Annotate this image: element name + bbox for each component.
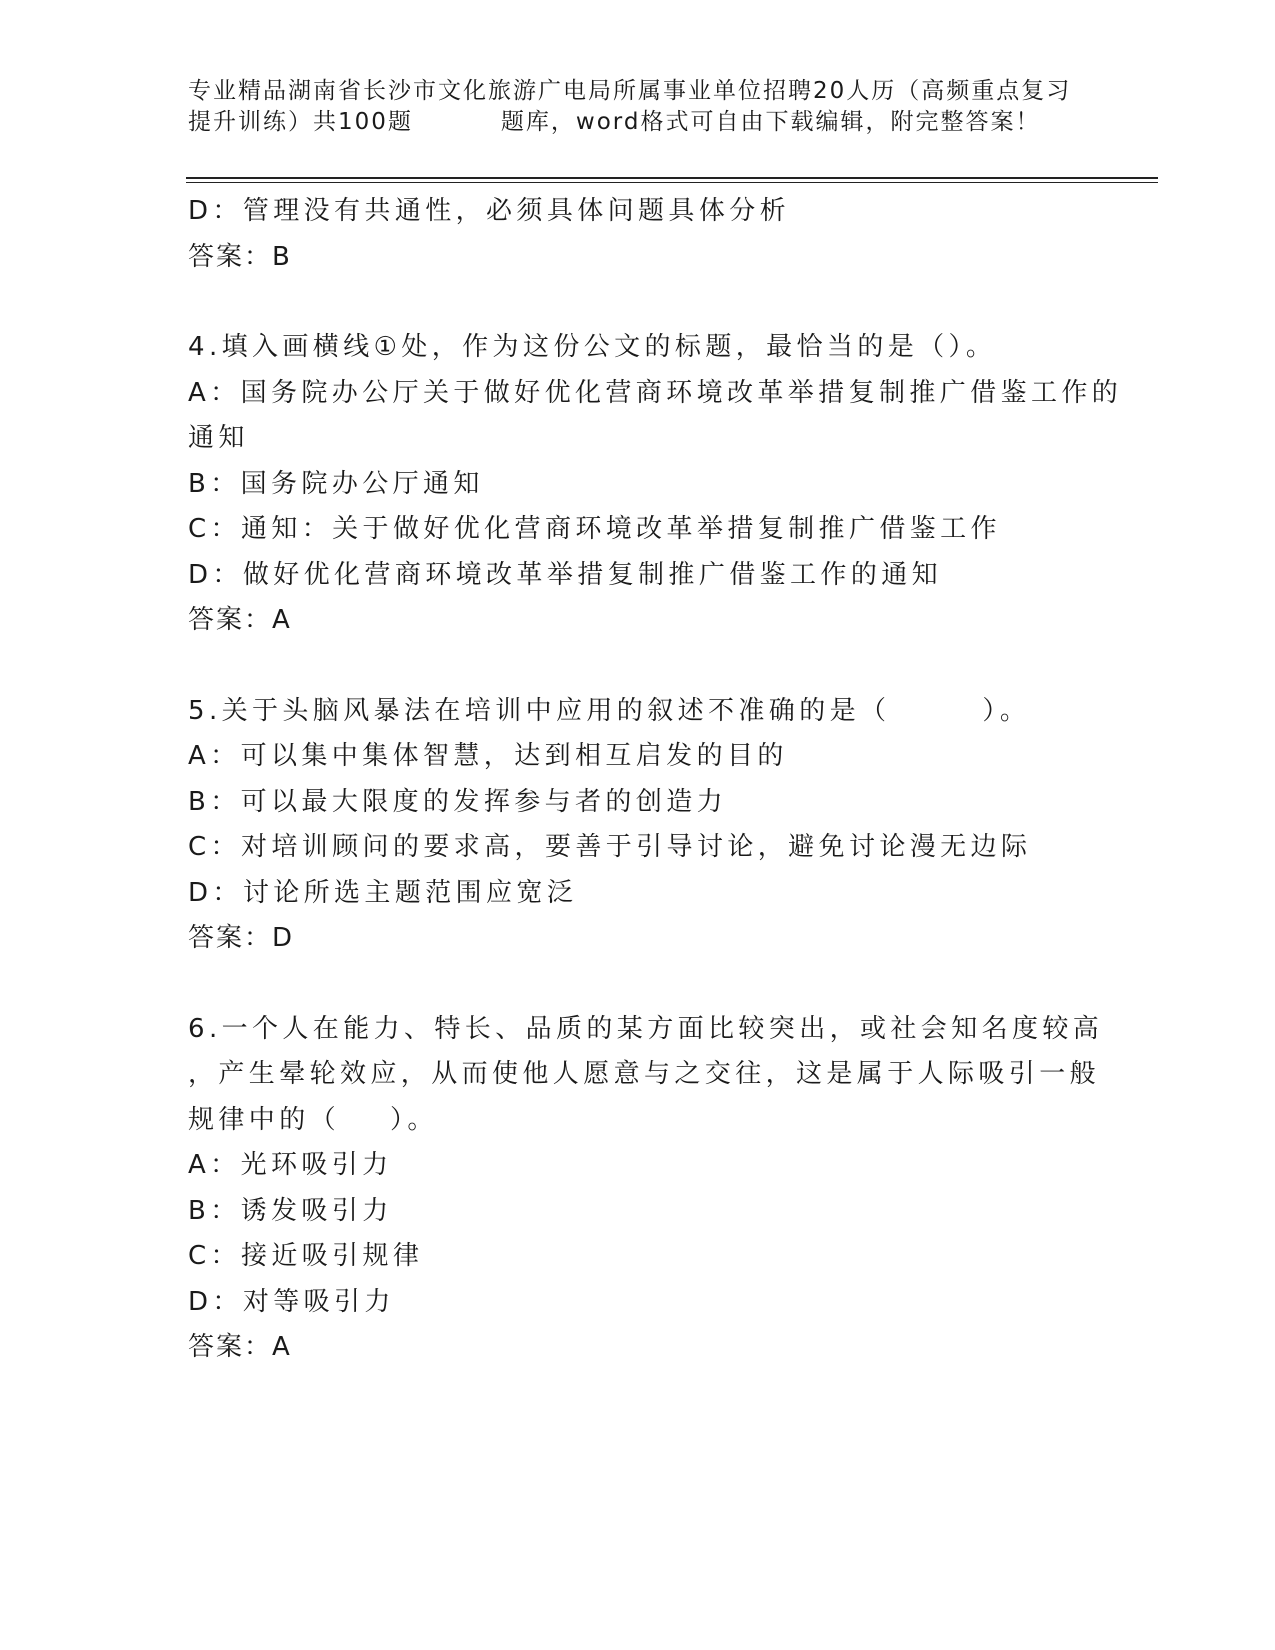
document-header: [188, 76, 1088, 138]
header-line-2-part-a: 提升训练）共100题: [188, 109, 413, 135]
q4-option-c: C：通知：关于做好优化营商环境改革举措复制推广借鉴工作: [188, 514, 1001, 544]
q5-question: [188, 689, 1088, 735]
header-rule-thick: [186, 177, 1158, 179]
q6-option-b: B：诱发吸引力: [188, 1195, 393, 1226]
q4-option-a-cont: 通知: [188, 423, 249, 453]
q5-option-b: B：可以最大限度的发挥参与者的创造力: [188, 786, 728, 817]
header-rule-thin: [186, 182, 1158, 183]
q5-answer: 答案：D: [188, 923, 295, 953]
q4-answer: 答案：A: [188, 605, 292, 635]
q3-option-d: D：管理没有共通性，必须具体问题具体分析: [188, 196, 791, 226]
q6-question-line-2: ，产生晕轮效应，从而使他人愿意与之交往，这是属于人际吸引一般: [188, 1059, 1101, 1089]
q5-question-end: ）。: [982, 695, 1031, 726]
q3-answer: 答案：B: [188, 241, 292, 272]
header-line-2: [188, 107, 1088, 138]
q4-question: 4.填入画横线①处，作为这份公文的标题，最恰当的是（）。: [188, 332, 997, 362]
q6-answer: 答案：A: [188, 1332, 292, 1362]
q5-option-a: A：可以集中集体智慧，达到相互启发的目的: [188, 741, 788, 771]
q6-question-line-1: 6.一个人在能力、特长、品质的某方面比较突出，或社会知名度较高: [188, 1013, 1104, 1044]
q6-option-d: D：对等吸引力: [188, 1286, 395, 1317]
q5-question-stem: 5.关于头脑风暴法在培训中应用的叙述不准确的是（: [188, 695, 891, 726]
header-line-1: 专业精品湖南省长沙市文化旅游广电局所属事业单位招聘20人历（高频重点复习: [188, 78, 1072, 104]
q6-option-c: C：接近吸引规律: [188, 1241, 424, 1271]
question-6: [188, 1007, 1104, 1371]
q4-option-d: D：做好优化营商环境改革举措复制推广借鉴工作的通知: [188, 559, 943, 590]
q6-question-line-3: [188, 1098, 1088, 1144]
question-list: [188, 189, 1123, 1371]
q5-option-d: D：讨论所选主题范围应宽泛: [188, 877, 578, 908]
q5-option-c: C：对培训顾问的要求高，要善于引导讨论，避免讨论漫无边际: [188, 832, 1032, 862]
q4-option-b: B：国务院办公厅通知: [188, 468, 484, 499]
question-5: [188, 689, 1088, 962]
q4-option-a: A：国务院办公厅关于做好优化营商环境改革举措复制推广借鉴工作的: [188, 377, 1123, 408]
question-3-tail: [188, 189, 1088, 280]
q6-question-end: ）。: [390, 1104, 438, 1135]
q6-question-stem: 规律中的（: [188, 1104, 341, 1135]
header-line-2-part-b: 题库，word格式可自由下载编辑，附完整答案！: [500, 109, 1041, 135]
q6-option-a: A：光环吸引力: [188, 1150, 393, 1180]
question-4: [188, 325, 1123, 644]
